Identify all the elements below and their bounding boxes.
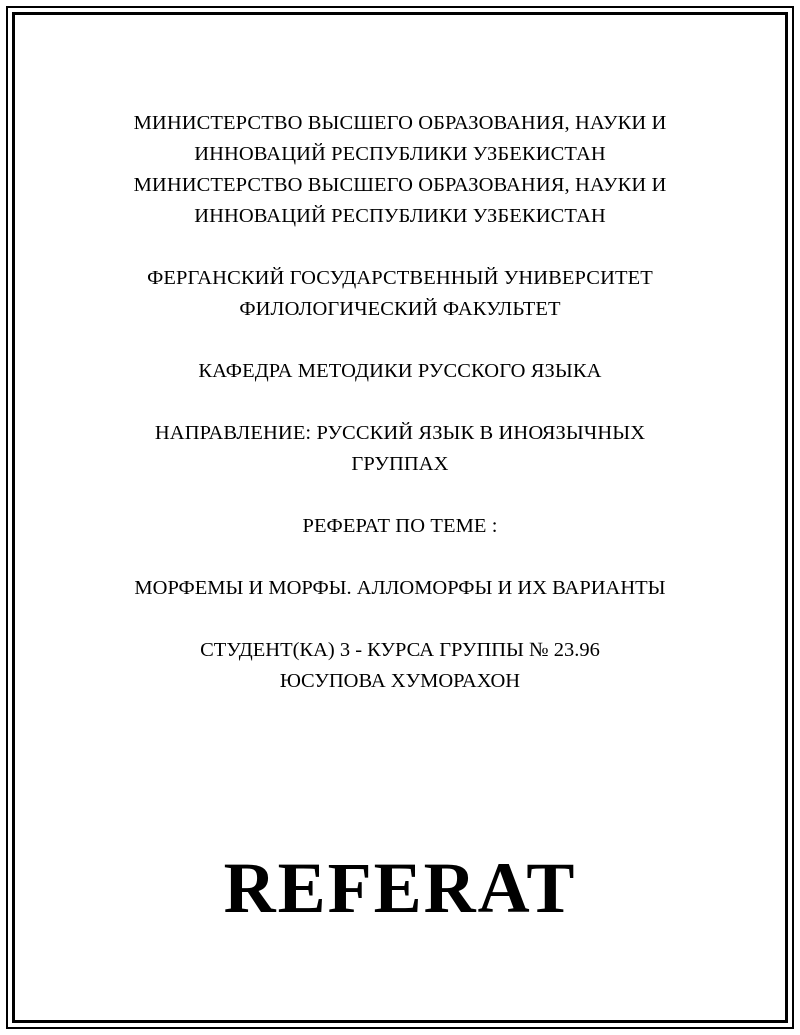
spacer-after-ministry: [96, 232, 704, 263]
ministry-line-4: ИННОВАЦИЙ РЕСПУБЛИКИ УЗБЕКИСТАН: [194, 205, 606, 227]
department-name: КАФЕДРА МЕТОДИКИ РУССКОГО ЯЗЫКА: [198, 360, 602, 382]
main-heading: REFERAT: [223, 848, 577, 928]
spacer-after-topic: [96, 604, 704, 635]
spacer-after-university: [96, 325, 704, 356]
direction-block: [96, 418, 704, 480]
student-block: [96, 635, 704, 697]
faculty-name: ФИЛОЛОГИЧЕСКИЙ ФАКУЛЬТЕТ: [239, 298, 561, 320]
report-topic: МОРФЕМЫ И МОРФЫ. АЛЛОМОРФЫ И ИХ ВАРИАНТЫ: [134, 577, 666, 599]
university-block: [96, 263, 704, 325]
subject-label: РЕФЕРАТ ПО ТЕМЕ :: [302, 515, 498, 537]
ministry-line-2: ИННОВАЦИЙ РЕСПУБЛИКИ УЗБЕКИСТАН: [194, 143, 606, 165]
student-name: ЮСУПОВА ХУМОРАХОН: [279, 670, 521, 692]
ministry-line-3: МИНИСТЕРСТВО ВЫСШЕГО ОБРАЗОВАНИЯ, НАУКИ И: [133, 174, 667, 196]
student-course-group: СТУДЕНТ(КА) 3 - КУРСА ГРУППЫ № 23.96: [200, 639, 600, 661]
spacer-after-department: [96, 387, 704, 418]
ministry-block: [96, 108, 704, 232]
department-block: [96, 356, 704, 387]
direction-line-2: ГРУППАХ: [351, 453, 449, 475]
topic-block: [96, 573, 704, 604]
ministry-line-1: МИНИСТЕРСТВО ВЫСШЕГО ОБРАЗОВАНИЯ, НАУКИ И: [133, 112, 667, 134]
main-heading-block: [96, 847, 704, 929]
direction-line-1: НАПРАВЛЕНИЕ: РУССКИЙ ЯЗЫК В ИНОЯЗЫЧНЫХ: [154, 422, 646, 444]
subject-label-block: [96, 511, 704, 542]
spacer-after-subject-label: [96, 542, 704, 573]
university-name: ФЕРГАНСКИЙ ГОСУДАРСТВЕННЫЙ УНИВЕРСИТЕТ: [147, 267, 653, 289]
spacer-after-direction: [96, 480, 704, 511]
